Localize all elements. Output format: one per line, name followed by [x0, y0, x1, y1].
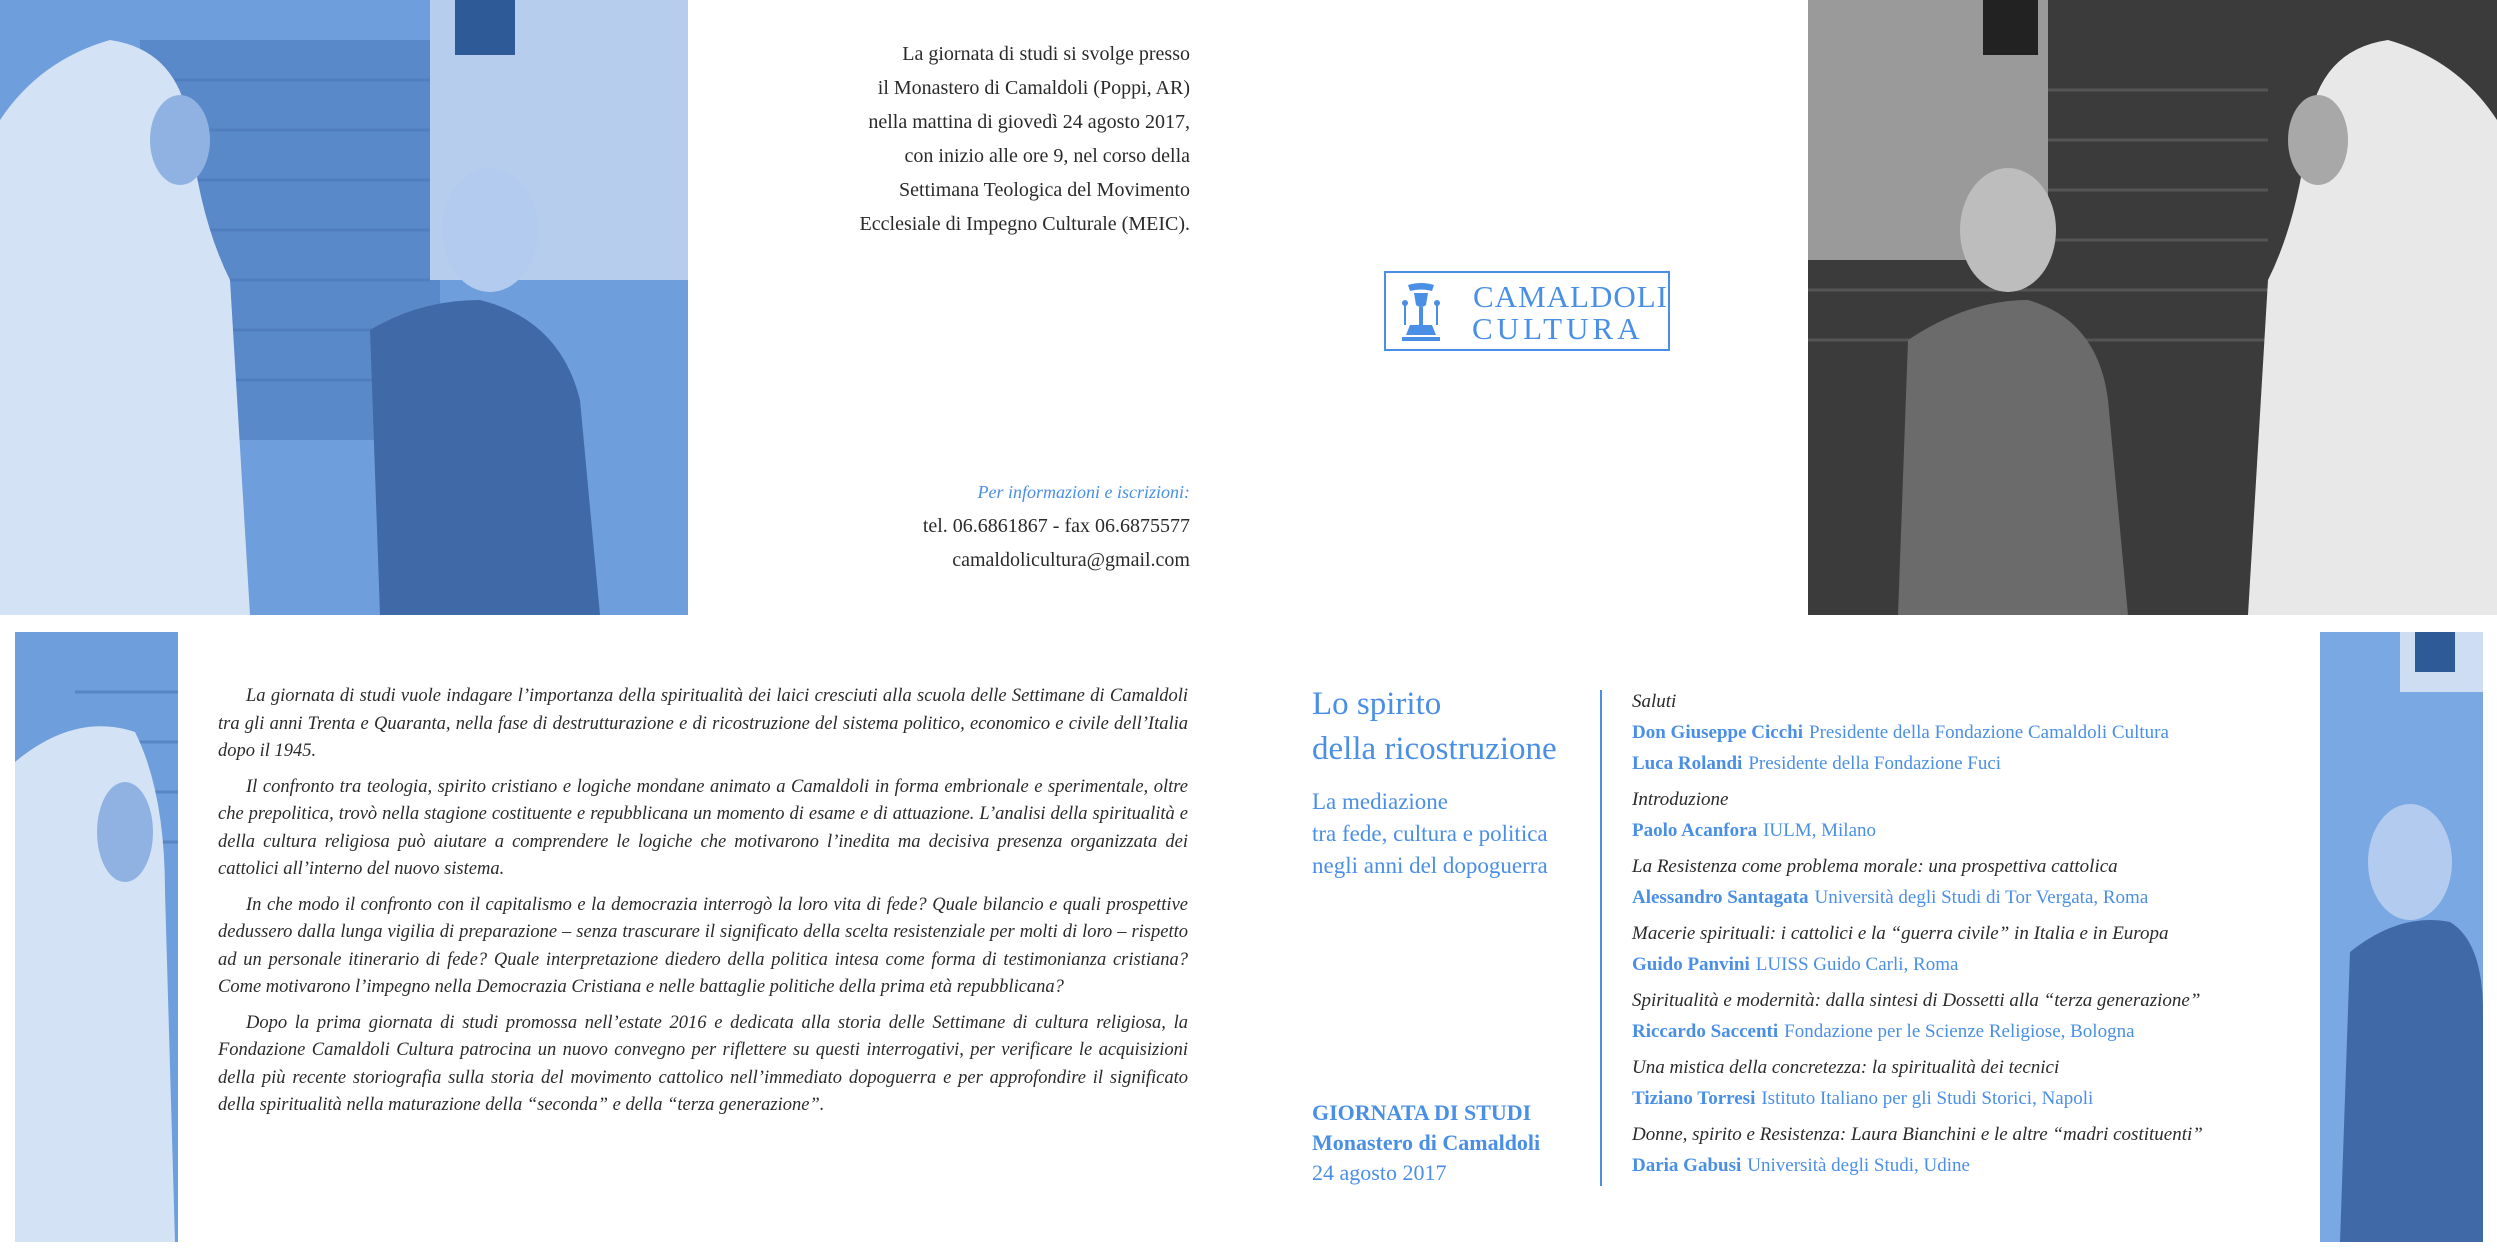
subtitle-line-2: tra fede, cultura e politica: [1312, 821, 1548, 846]
contact-phone: tel. 06.6861867 - fax 06.6875577: [922, 515, 1190, 537]
logo-line-1: CAMALDOLI: [1473, 279, 1668, 314]
speaker-affiliation: IULM, Milano: [1763, 820, 1877, 841]
session-label: La Resistenza come problema morale: una prospettiva cattolica: [1632, 856, 2118, 877]
speaker-name: Guido Panvini: [1632, 954, 1750, 975]
speaker-name: Riccardo Saccenti: [1632, 1021, 1779, 1042]
venue-info: [690, 37, 1190, 241]
contact-label: Per informazioni e iscrizioni:: [977, 482, 1190, 502]
venue-line: nella mattina di giovedì 24 agosto 2017,: [868, 111, 1190, 133]
speaker-affiliation: LUISS Guido Carli, Roma: [1755, 954, 1959, 975]
program-section: [1632, 686, 2322, 779]
camaldoli-cultura-logo: [1384, 271, 1670, 351]
venue-line: Ecclesiale di Impegno Culturale (MEIC).: [859, 213, 1190, 235]
program-section: [1632, 851, 2322, 913]
session-label: Macerie spirituali: i cattolici e la “guerra civile” in Italia e in Europa: [1632, 923, 2169, 944]
session-label: Donne, spirito e Resistenza: Laura Bianchini e le altre “madri costituenti”: [1632, 1124, 2203, 1145]
photo-monk-strip: [15, 632, 178, 1242]
program-section: [1632, 985, 2322, 1047]
event-date: 24 agosto 2017: [1312, 1160, 1447, 1185]
event-description: [218, 683, 1188, 1128]
title-line-1: Lo spirito: [1312, 686, 1442, 722]
program-section: [1632, 1052, 2322, 1114]
venue-line: il Monastero di Camaldoli (Poppi, AR): [877, 77, 1190, 99]
venue-line: Settimana Teologica del Movimento: [899, 179, 1190, 201]
session-label: Introduzione: [1632, 789, 1729, 810]
session-label: Una mistica della concretezza: la spiritualità dei tecnici: [1632, 1057, 2060, 1078]
subtitle-line-3: negli anni del dopoguerra: [1312, 853, 1548, 878]
description-paragraph: In che modo il confronto con il capitalismo e la democrazia interrogò la loro vita di fede? Quale bilancio e quali prospettive dedussero dalla lunga vigilia di preparazione – senza trascurare il significato della scelta resistenziale per molti di loro – rispetto ad un personale itinerario di fede? Quale interpretazione diedero della politica intesa come forma di testimonianza cristiana? Come motivarono l’impegno nella Democrazia Cristiana e nelle battaglie politiche della prima età repubblicana?: [218, 894, 1188, 997]
program-section: [1632, 1119, 2322, 1181]
title-block: [1312, 682, 1612, 882]
speaker-affiliation: Presidente della Fondazione Camaldoli Cultura: [1809, 722, 2169, 743]
speaker-name: Alessandro Santagata: [1632, 887, 1809, 908]
speaker-affiliation: Università degli Studi, Udine: [1747, 1155, 1970, 1176]
speaker-affiliation: Presidente della Fondazione Fuci: [1748, 753, 2002, 774]
description-paragraph: La giornata di studi vuole indagare l’importanza della spiritualità dei laici cresciuti alla scuola delle Settimane di Camaldoli tra gli anni Trenta e Quaranta, nella fase di destrutturazione e di ricostruzione del sistema politico, economico e civile dell’Italia dopo il 1945.: [218, 686, 1188, 761]
event-venue: Monastero di Camaldoli: [1312, 1130, 1541, 1155]
event-type: GIORNATA DI STUDI: [1312, 1100, 1532, 1125]
speaker-name: Don Giuseppe Cicchi: [1632, 722, 1804, 743]
venue-line: con inizio alle ore 9, nel corso della: [904, 145, 1190, 167]
session-label: Saluti: [1632, 691, 1677, 712]
session-label: Spiritualità e modernità: dalla sintesi di Dossetti alla “terza generazione”: [1632, 990, 2201, 1011]
program-section: [1632, 918, 2322, 980]
speaker-name: Daria Gabusi: [1632, 1155, 1742, 1176]
photo-monk-and-man-blue: [0, 0, 688, 615]
description-paragraph: Il confronto tra teologia, spirito cristiano e logiche mondane animato a Camaldoli in forma embrionale e sperimentale, oltre che prepolitica, trovò nella stagione costituente e repubblicana un momento di esame e di attuazione. L’analisi della spiritualità e della cultura religiosa può aiutare a comprendere le logiche che motivarono l’inedita ma decisiva presenza organizzata dei cattolici all’interno del nuovo sistema.: [218, 776, 1188, 879]
divider-line: [1600, 690, 1602, 1186]
contact-email[interactable]: camaldolicultura@gmail.com: [952, 549, 1190, 571]
program-section: [1632, 784, 2322, 846]
title-line-2: della ricostruzione: [1312, 731, 1557, 767]
speaker-name: Luca Rolandi: [1632, 753, 1743, 774]
speaker-affiliation: Università degli Studi di Tor Vergata, Roma: [1814, 887, 2149, 908]
venue-line: La giornata di studi si svolge presso: [902, 43, 1190, 65]
subtitle-line-1: La mediazione: [1312, 789, 1449, 814]
description-paragraph: Dopo la prima giornata di studi promossa nell’estate 2016 e dedicata alla storia delle Settimane di cultura religiosa, la Fondazione Camaldoli Cultura patrocina un nuovo convegno per riflettere su questi interrogativi, per verificare le acquisizioni della più recente storiografia sulla storia del movimento cattolico nell’immediato dopoguerra e per approfondire il significato della spiritualità nella maturazione della “seconda” e della “terza generazione”.: [218, 1012, 1188, 1115]
speaker-name: Tiziano Torresi: [1632, 1088, 1756, 1109]
program: [1632, 686, 2322, 1186]
contact-info: [690, 475, 1190, 577]
speaker-name: Paolo Acanfora: [1632, 820, 1758, 841]
photo-man-strip: [2320, 632, 2483, 1242]
photo-man-and-monk-gray: [1808, 0, 2497, 615]
event-info: [1312, 1098, 1612, 1188]
chalice-icon: [1396, 281, 1446, 343]
logo-line-2: CULTURA: [1472, 311, 1644, 346]
speaker-affiliation: Istituto Italiano per gli Studi Storici, Napoli: [1761, 1088, 2094, 1109]
speaker-affiliation: Fondazione per le Scienze Religiose, Bologna: [1784, 1021, 2135, 1042]
